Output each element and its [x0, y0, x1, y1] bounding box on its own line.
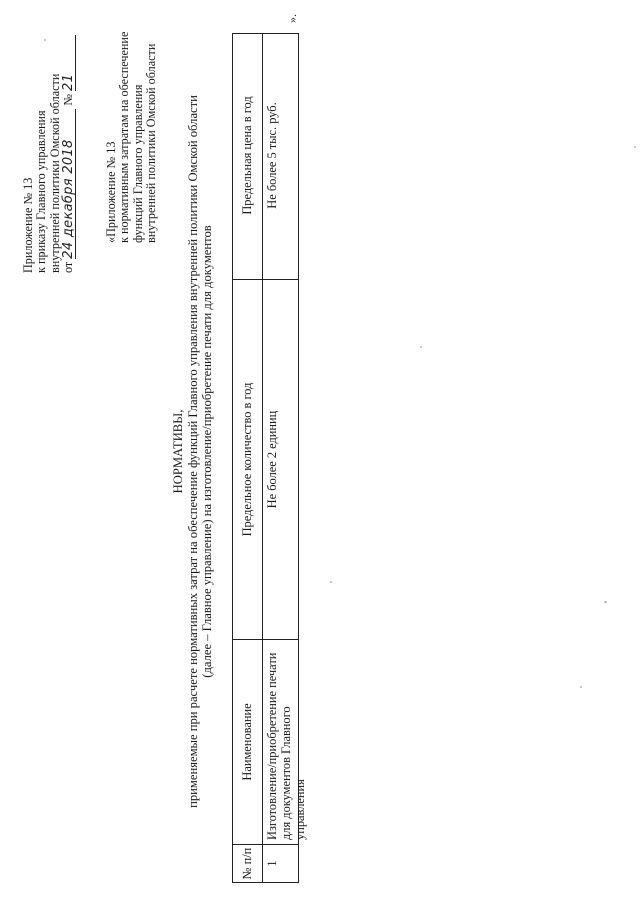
attachment-line: «Приложение № 13 [104, 141, 118, 243]
appendix-line: внутренней политики Омской области [47, 73, 62, 273]
scan-speck [604, 601, 607, 603]
header-cell: № п/п [233, 844, 263, 882]
attachment-line: функций Главного управления [130, 84, 145, 243]
table-cell-name: Изготовление/приобретение печати для документов Главного управления [263, 639, 299, 844]
closing-quote: ». [285, 14, 299, 23]
table-cell-number: 1 [263, 844, 299, 882]
date-handwritten: 24 декабря 2018 [61, 139, 77, 259]
scan-speck [330, 581, 332, 583]
document-title [171, 0, 215, 903]
appendix-block [22, 13, 76, 273]
appendix-line: Приложение № 13 [21, 177, 35, 273]
scan-speck [634, 146, 636, 148]
table-cell-price: Не более 5 тыс. руб. [265, 102, 279, 209]
header-cell: Предельное количество в год [233, 279, 263, 639]
attachment-line: внутренней политики Омской области [144, 43, 159, 243]
number-field [62, 35, 76, 91]
from-prefix: от [61, 261, 76, 273]
header-cell: Предельная цена в год [240, 96, 255, 215]
appendix-date-line [62, 13, 76, 273]
title-heading: НОРМАТИВЫ, [171, 409, 185, 494]
title-line: применяемые при расчете нормативных затрат на обеспечение функций Главного управления внутренней политики Омской области [185, 95, 200, 808]
title-line: (далее – Главное управление) на изготовление/приобретение печати для документов [200, 225, 214, 678]
scan-speck [420, 346, 422, 348]
number-prefix: № [61, 94, 76, 106]
scan-speck [580, 686, 582, 688]
appendix-line: к приказу Главного управления [34, 110, 49, 273]
attachment-line: к нормативным затратам на обеспечение [117, 31, 132, 243]
table-cell-quantity: Не более 2 единиц [263, 279, 299, 639]
attachment-block [105, 3, 159, 243]
header-cell: Наименование [233, 639, 263, 844]
norms-table [232, 33, 307, 883]
date-field [62, 109, 76, 259]
table-header-row [233, 34, 263, 882]
number-handwritten: 21 [61, 73, 77, 91]
